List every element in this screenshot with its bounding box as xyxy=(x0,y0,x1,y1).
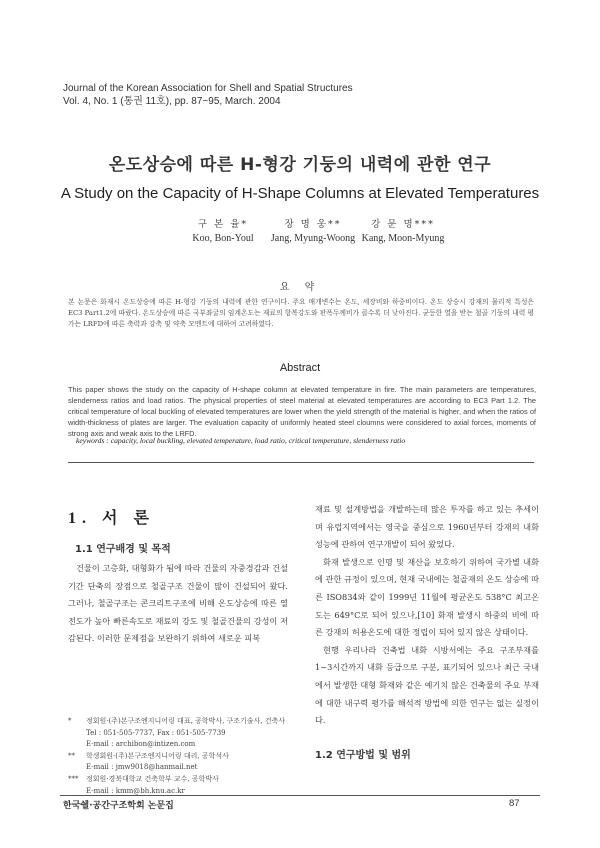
author-2-ko: 장 명 웅** xyxy=(284,219,342,230)
section-title: 1. 서 론 xyxy=(68,510,155,527)
author-1-en: Koo, Bon-Youl xyxy=(192,233,254,244)
footnote-mark: *** xyxy=(68,774,79,783)
keywords: keywords : capacity, local buckling, elevated temperature, load ratio, critical temperature, slenderness ratio xyxy=(76,436,406,445)
footnote-line: 정회원·경북대학교 건축학부 교수, 공학박사 xyxy=(86,774,219,783)
title-english: A Study on the Capacity of H-Shape Columns at Elevated Temperatures xyxy=(60,185,540,202)
korean-summary-heading: 요 약 xyxy=(279,282,321,293)
footnote-3 xyxy=(68,774,293,797)
subsection-1-1-title: 1.1 연구배경 및 목적 xyxy=(75,544,171,555)
author-3-ko: 강 문 명*** xyxy=(371,219,435,230)
right-paragraph-3: 현행 우리나라 건축법 내화 시방서에는 주요 구조부재를 1~3시간까지 내화 등급으로 구분, 표기되어 있으나 최근 국내에서 발생한 대형 화재와 같은 예기치 않은 건축물의 주요 부재에 대한 내구력 평가를 해석적 방법에 의한 연구는 없는 실정이다. xyxy=(315,644,539,726)
title-korean: 온도상승에 따른 H-형강 기둥의 내력에 관한 연구 xyxy=(108,155,492,175)
footnote-1 xyxy=(68,716,293,751)
right-paragraph-1: 재료 및 설계방법을 개발하는데 많은 투자를 하고 있는 추세이며 유럽지역에서는 영국을 중심으로 1960년부터 강재의 내화성능에 관하여 연구개발이 되어 왔었다. xyxy=(315,504,539,550)
footnote-line: Tel : 051-505-7737, Fax : 051-505-7739 xyxy=(86,728,226,737)
section-divider xyxy=(68,462,534,463)
right-paragraph-2: 화재 발생으로 인명 및 재산을 보호하기 위하여 국가별 내화에 관한 규정이 있으며, 현재 국내에는 철골재의 온도 상승에 따른 ISO834와 같이 1999년 11월에 평균온도 538°C 최고온도는 649°C로 되어 있으나,[10] 화재 발생시 하중의 비에 따른 강재의 허용온도에 대한 정립이 되어 있지 않은 상태이다. xyxy=(315,556,539,638)
footnote-line: E-mail : kmm@bh.knu.ac.kr xyxy=(86,786,185,795)
abstract-body: This paper shows the study on the capacity of H-shape column at elevated temperature in fire. The main parameters are temperatures, slenderness ratios and load ratios. The physical properties of steel material at elevated temperatures are according to EC3 Part 1.2. The critical temperature of local buckling of elevated temperatures are lower when the yield strength of the material is higher, and when the ratios of width-thickness of plates are larger. The evaluation capacity of uniformly heated steel cloumns were considered to axial forces, moments of strong axis and weak axis to the LRFD. xyxy=(68,385,536,438)
intro-paragraph: 건물이 고층화, 대형화가 됨에 따라 건물의 자중경감과 건설기간 단축의 장점으로 철골구조 건물이 많이 건설되어 왔다. 그러나, 철골구조는 콘크리트구조에 비해 온도상승에 따른 열전도가 높아 빠른속도로 재료의 강도 및 철골건물의 강성이 저감된다. 이러한 문제점을 보완하기 위하여 새로운 피복 xyxy=(68,563,288,644)
author-2-en: Jang, Myung-Woong xyxy=(270,233,356,244)
footer-journal-name: 한국쉘·공간구조학회 논문집 xyxy=(63,801,174,811)
right-column-text xyxy=(315,501,539,730)
page-number: 87 xyxy=(509,798,520,809)
footnote-line: E-mail : jmw9018@hanmail.net xyxy=(86,763,198,772)
footer-rule xyxy=(60,795,540,796)
footnote-line: 정회원·(주)본구조엔지니어링 대표, 공학박사, 구조기술사, 건축사 xyxy=(86,717,286,725)
journal-volume: Vol. 4, No. 1 (통권 11호), pp. 87~95, March. 2004 xyxy=(63,96,281,107)
footnote-2 xyxy=(68,751,293,774)
subsection-1-2-title: 1.2 연구방법 및 범위 xyxy=(315,750,411,761)
korean-summary-body: 본 논문은 화재시 온도상승에 따른 H-형강 기둥의 내력에 관한 연구이다. 주요 매개변수는 온도, 세장비와 하중비이다. 온도 상승시 강재의 물리적 특성은 EC3 Part1.2에 따랐다. 온도상승에 따른 국부좌굴의 임계온도는 재료의 항복강도와 판폭두께비가 클수록 더 낮아진다. 균등한 열을 받는 철골 기둥의 내력 평가는 LRFD에 따른 축력과 강축 및 약축 모멘트에 대하여 고려하였다. xyxy=(68,298,534,328)
footnotes xyxy=(68,716,293,797)
footnote-line: E-mail : archibon@intizen.com xyxy=(86,740,196,749)
left-column-paragraph xyxy=(68,560,288,648)
author-3 xyxy=(328,218,478,246)
footnote-mark: * xyxy=(68,717,72,725)
author-3-en: Kang, Moon-Myung xyxy=(361,233,445,244)
journal-name: Journal of the Korean Association for Shell and Spatial Structures xyxy=(63,83,353,94)
journal-header xyxy=(63,82,353,108)
abstract-heading: Abstract xyxy=(279,362,321,374)
author-1-ko: 구 본 율* xyxy=(197,219,249,230)
footnote-mark: ** xyxy=(68,751,75,760)
footnote-line: 학생회원·(주)본구조엔지니어링 대리, 공학석사 xyxy=(86,751,229,760)
